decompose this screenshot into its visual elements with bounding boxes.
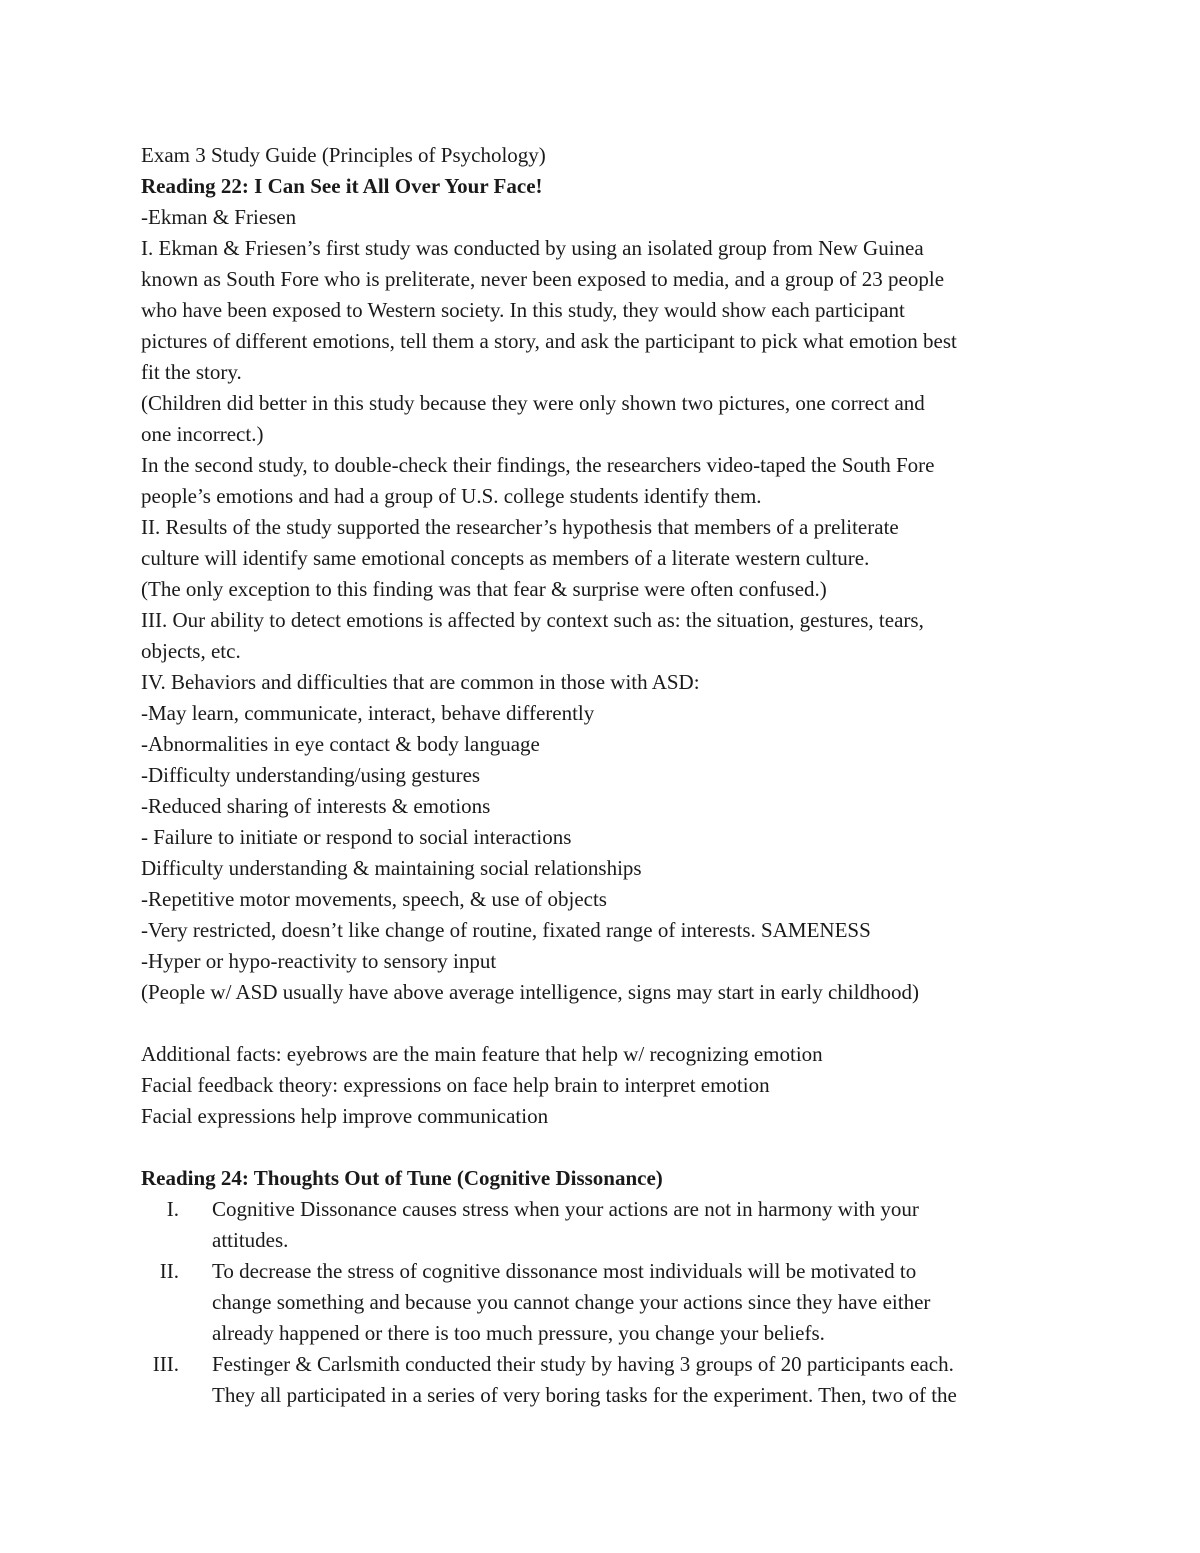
list-item-line: Festinger & Carlsmith conducted their study by having 3 groups of 20 participants each.	[212, 1352, 954, 1376]
list-item-line: already happened or there is too much pressure, you change your beliefs.	[212, 1321, 825, 1345]
additional-facts	[141, 1039, 1081, 1132]
note-line: one incorrect.)	[141, 422, 264, 446]
note-line: objects, etc.	[141, 639, 241, 663]
document-body	[141, 140, 1081, 1411]
note-line: - Failure to initiate or respond to social interactions	[141, 825, 572, 849]
list-item	[141, 1256, 1081, 1349]
note-line: III. Our ability to detect emotions is affected by context such as: the situation, gestures, tears,	[141, 608, 924, 632]
note-line: Difficulty understanding & maintaining social relationships	[141, 856, 642, 880]
list-item	[141, 1194, 1081, 1256]
list-item-number: II.	[159, 1259, 179, 1283]
document-title: Exam 3 Study Guide (Principles of Psychology)	[141, 143, 546, 167]
note-line: II. Results of the study supported the researcher’s hypothesis that members of a preliterate	[141, 515, 899, 539]
note-line: (The only exception to this finding was that fear & surprise were often confused.)	[141, 577, 827, 601]
reading-22-notes	[141, 233, 1081, 1008]
list-item-line: To decrease the stress of cognitive dissonance most individuals will be motivated to	[212, 1259, 917, 1283]
note-line: (People w/ ASD usually have above average intelligence, signs may start in early childhood)	[141, 980, 919, 1004]
note-line: -Hyper or hypo-reactivity to sensory input	[141, 949, 497, 973]
reading-22-authors: -Ekman & Friesen	[141, 205, 297, 229]
note-line: I. Ekman & Friesen’s first study was conducted by using an isolated group from New Guinea	[141, 236, 924, 260]
fact-line: Facial feedback theory: expressions on face help brain to interpret emotion	[141, 1073, 770, 1097]
note-line: culture will identify same emotional concepts as members of a literate western culture.	[141, 546, 870, 570]
list-item	[141, 1349, 1081, 1411]
list-item-line: Cognitive Dissonance causes stress when your actions are not in harmony with your	[212, 1197, 919, 1221]
note-line: -May learn, communicate, interact, behave differently	[141, 701, 595, 725]
note-line: people’s emotions and had a group of U.S. college students identify them.	[141, 484, 762, 508]
note-line: -Difficulty understanding/using gestures	[141, 763, 481, 787]
note-line: -Very restricted, doesn’t like change of routine, fixated range of interests. SAMENESS	[141, 918, 871, 942]
reading-22-heading: Reading 22: I Can See it All Over Your Face!	[141, 174, 543, 198]
blank-line	[141, 1008, 1081, 1039]
note-line: who have been exposed to Western society. In this study, they would show each participant	[141, 298, 905, 322]
note-line: (Children did better in this study because they were only shown two pictures, one correct and	[141, 391, 925, 415]
note-line: In the second study, to double-check their findings, the researchers video-taped the South Fore	[141, 453, 935, 477]
list-item-number: I.	[166, 1197, 179, 1221]
list-item-number: III.	[152, 1352, 179, 1376]
list-item-line: attitudes.	[212, 1228, 289, 1252]
reading-24-heading: Reading 24: Thoughts Out of Tune (Cognitive Dissonance)	[141, 1166, 663, 1190]
blank-line	[141, 1132, 1081, 1163]
note-line: IV. Behaviors and difficulties that are common in those with ASD:	[141, 670, 700, 694]
reading-24-list	[141, 1194, 1081, 1411]
fact-line: Additional facts: eyebrows are the main feature that help w/ recognizing emotion	[141, 1042, 823, 1066]
note-line: pictures of different emotions, tell them a story, and ask the participant to pick what emotion best	[141, 329, 957, 353]
list-item-line: They all participated in a series of very boring tasks for the experiment. Then, two of the	[212, 1383, 957, 1407]
note-line: -Reduced sharing of interests & emotions	[141, 794, 491, 818]
note-line: -Repetitive motor movements, speech, & use of objects	[141, 887, 607, 911]
note-line: fit the story.	[141, 360, 242, 384]
note-line: known as South Fore who is preliterate, never been exposed to media, and a group of 23 people	[141, 267, 945, 291]
note-line: -Abnormalities in eye contact & body language	[141, 732, 540, 756]
fact-line: Facial expressions help improve communication	[141, 1104, 549, 1128]
list-item-line: change something and because you cannot change your actions since they have either	[212, 1290, 931, 1314]
